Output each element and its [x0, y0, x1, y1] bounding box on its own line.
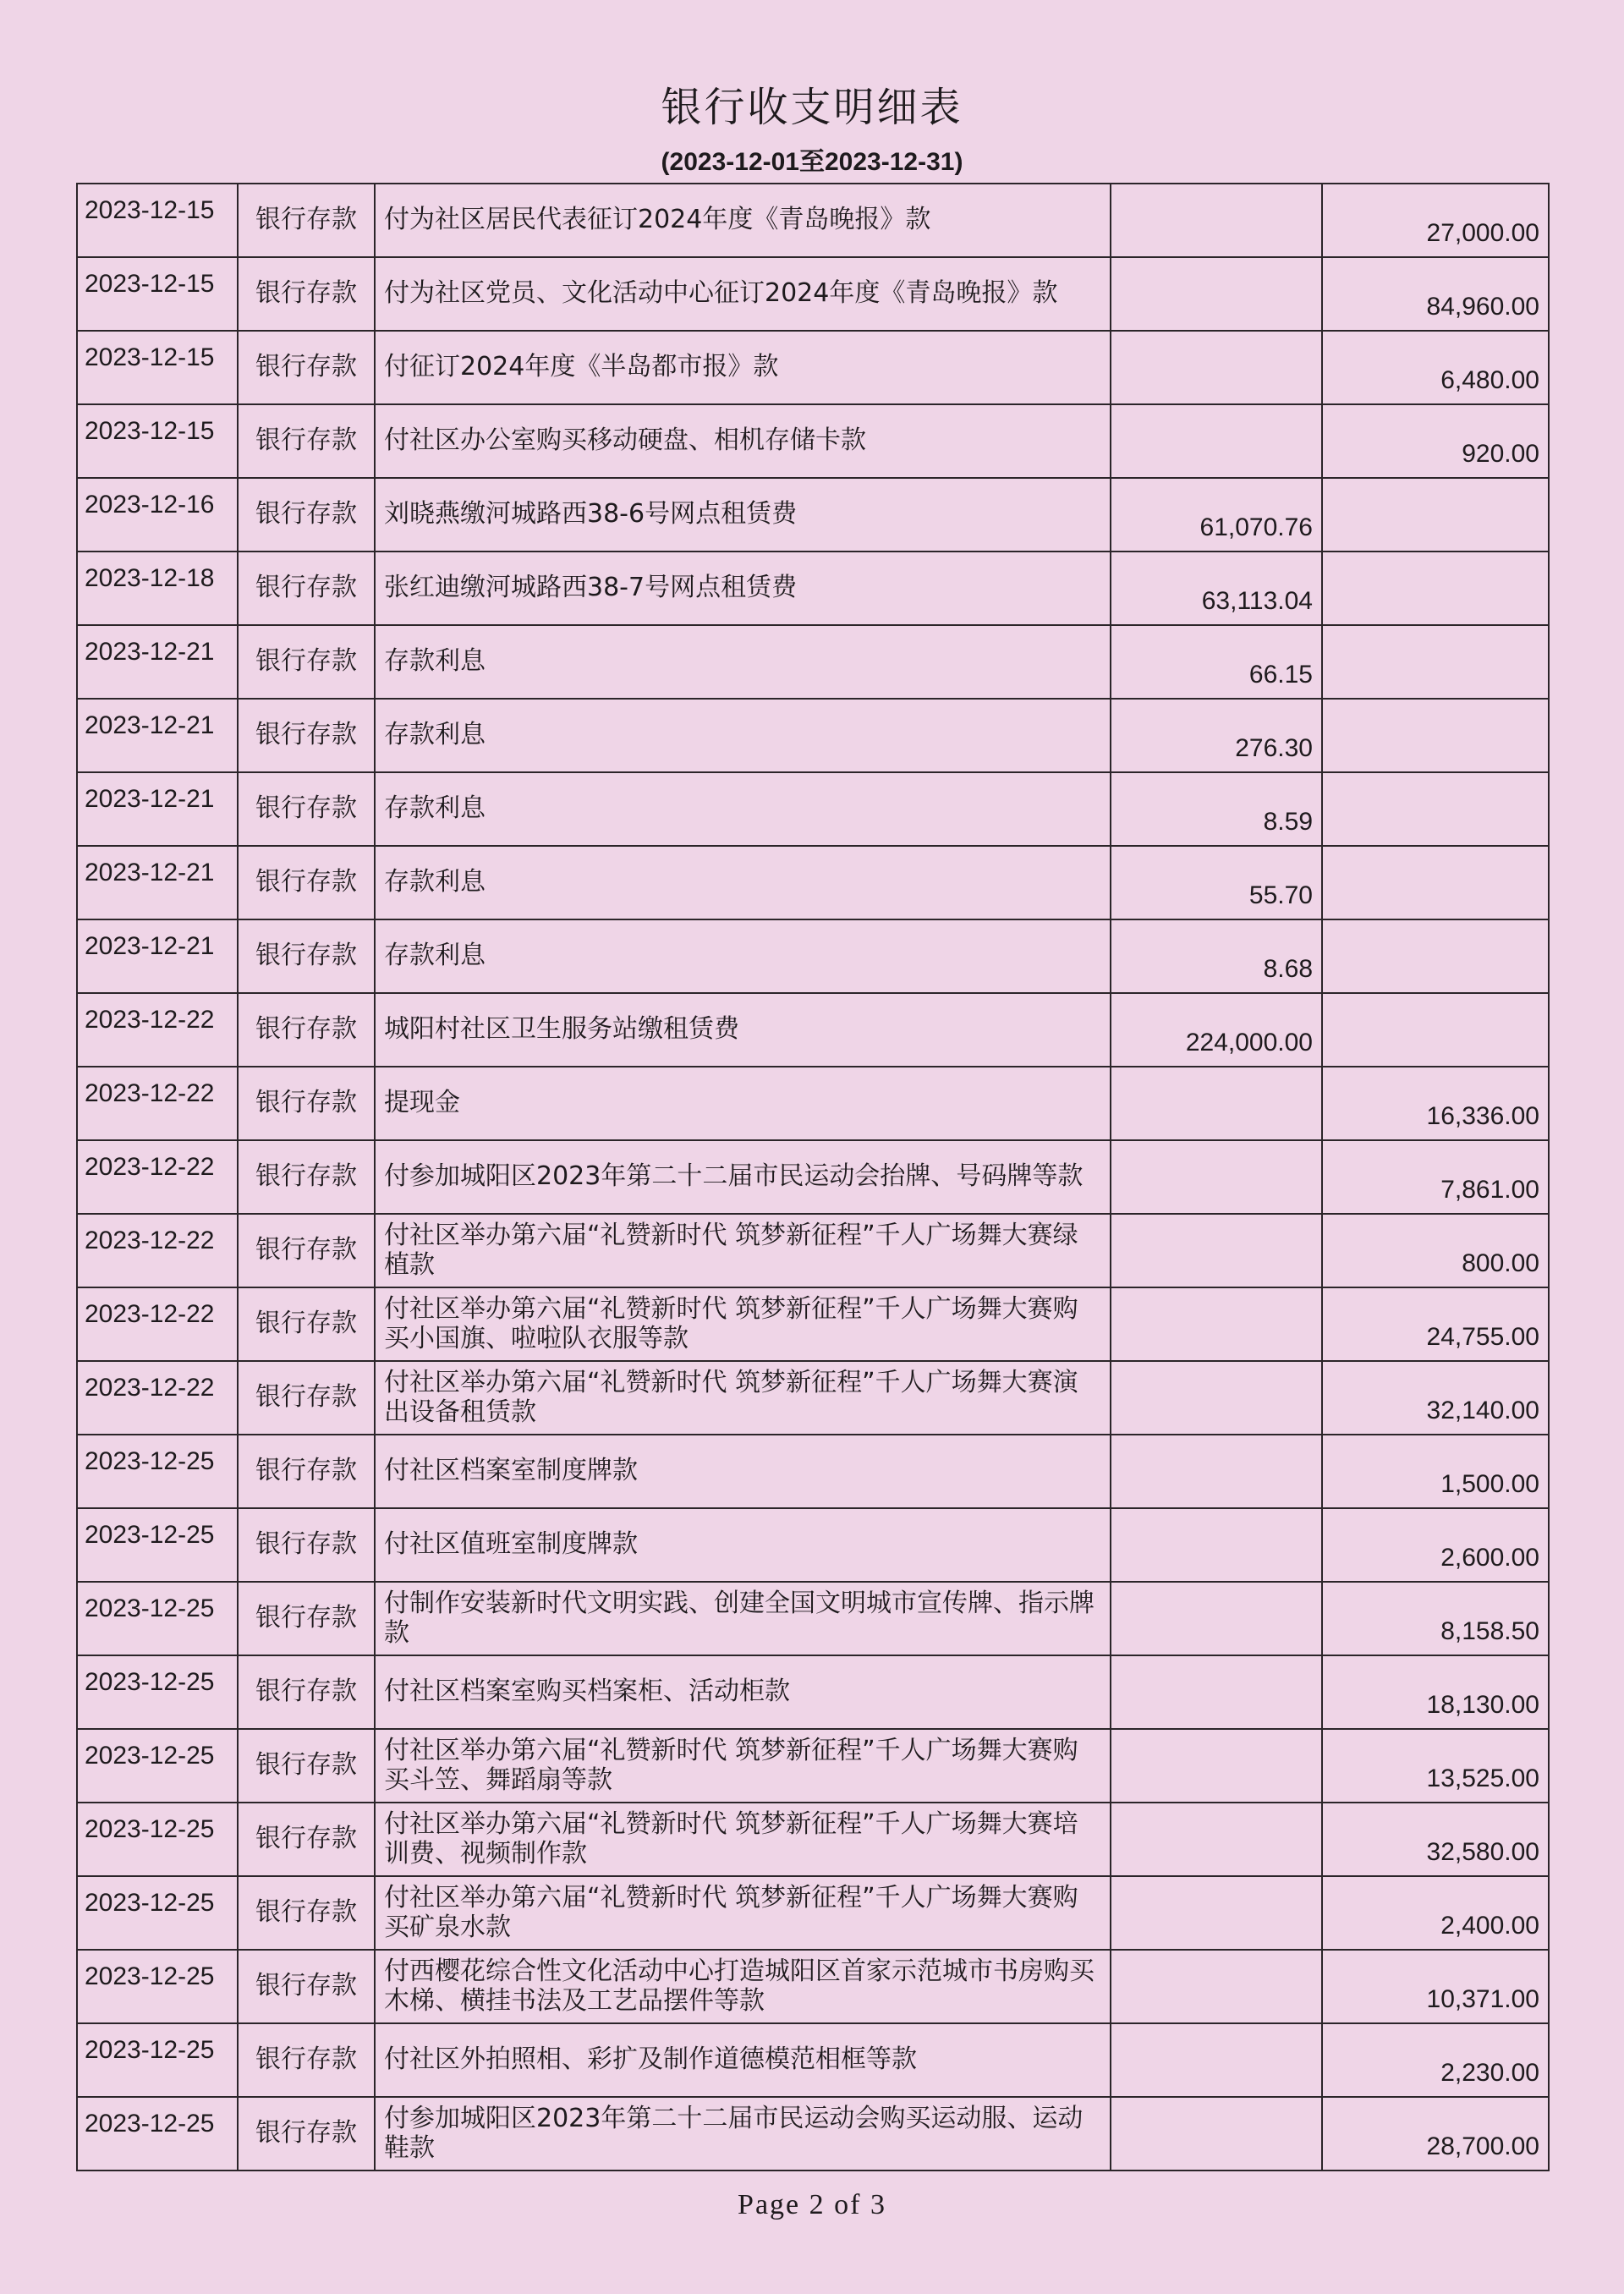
account-cell: 银行存款 [238, 846, 375, 919]
date-cell: 2023-12-21 [77, 699, 238, 772]
account-cell: 银行存款 [238, 1361, 375, 1435]
income-amount-cell: 61,070.76 [1111, 478, 1322, 552]
ledger-row [77, 625, 1549, 699]
ledger-row [77, 919, 1549, 993]
income-amount-cell [1111, 1950, 1322, 2023]
account-cell: 银行存款 [238, 2023, 375, 2097]
account-cell: 银行存款 [238, 1803, 375, 1876]
account-cell: 银行存款 [238, 1582, 375, 1655]
income-amount-cell: 224,000.00 [1111, 993, 1322, 1067]
expense-amount-cell [1322, 625, 1549, 699]
account-cell: 银行存款 [238, 331, 375, 404]
date-cell: 2023-12-22 [77, 1287, 238, 1361]
date-cell: 2023-12-25 [77, 1803, 238, 1876]
description-cell: 存款利息 [375, 846, 1111, 919]
expense-amount-cell: 18,130.00 [1322, 1655, 1549, 1729]
expense-amount-cell [1322, 993, 1549, 1067]
expense-amount-cell: 7,861.00 [1322, 1140, 1549, 1214]
ledger-body [77, 184, 1549, 2171]
document-title: 银行收支明细表 [661, 84, 963, 131]
account-cell: 银行存款 [238, 1508, 375, 1582]
income-amount-cell: 55.70 [1111, 846, 1322, 919]
income-amount-cell [1111, 1067, 1322, 1140]
ledger-row [77, 772, 1549, 846]
account-cell: 银行存款 [238, 1067, 375, 1140]
income-amount-cell [1111, 1435, 1322, 1508]
ledger-row [77, 552, 1549, 625]
account-cell: 银行存款 [238, 2097, 375, 2171]
date-cell: 2023-12-18 [77, 552, 238, 625]
income-amount-cell [1111, 1214, 1322, 1287]
ledger-row [77, 257, 1549, 331]
date-cell: 2023-12-22 [77, 1361, 238, 1435]
ledger-row [77, 1655, 1549, 1729]
ledger-row [77, 1287, 1549, 1361]
ledger-row [77, 1950, 1549, 2023]
income-amount-cell [1111, 1287, 1322, 1361]
income-amount-cell: 8.68 [1111, 919, 1322, 993]
expense-amount-cell [1322, 919, 1549, 993]
ledger-row [77, 1140, 1549, 1214]
expense-amount-cell: 13,525.00 [1322, 1729, 1549, 1803]
expense-amount-cell [1322, 552, 1549, 625]
document-period: (2023-12-01至2023-12-31) [661, 148, 963, 176]
expense-amount-cell: 2,400.00 [1322, 1876, 1549, 1950]
ledger-row [77, 993, 1549, 1067]
description-cell: 城阳村社区卫生服务站缴租赁费 [375, 993, 1111, 1067]
income-amount-cell: 276.30 [1111, 699, 1322, 772]
date-cell: 2023-12-25 [77, 1582, 238, 1655]
expense-amount-cell: 2,600.00 [1322, 1508, 1549, 1582]
date-cell: 2023-12-25 [77, 1876, 238, 1950]
income-amount-cell [1111, 1655, 1322, 1729]
income-amount-cell [1111, 404, 1322, 478]
date-cell: 2023-12-16 [77, 478, 238, 552]
description-cell: 张红迪缴河城路西38-7号网点租赁费 [375, 552, 1111, 625]
description-cell: 付为社区居民代表征订2024年度《青岛晚报》款 [375, 184, 1111, 257]
account-cell: 银行存款 [238, 1214, 375, 1287]
ledger-row [77, 1876, 1549, 1950]
description-cell: 付社区举办第六届“礼赞新时代 筑梦新征程”千人广场舞大赛购买小国旗、啦啦队衣服等款 [375, 1287, 1111, 1361]
ledger-row [77, 846, 1549, 919]
income-amount-cell [1111, 1876, 1322, 1950]
date-cell: 2023-12-25 [77, 1950, 238, 2023]
date-cell: 2023-12-25 [77, 2023, 238, 2097]
income-amount-cell: 63,113.04 [1111, 552, 1322, 625]
date-cell: 2023-12-25 [77, 1655, 238, 1729]
date-cell: 2023-12-15 [77, 331, 238, 404]
description-cell: 付社区举办第六届“礼赞新时代 筑梦新征程”千人广场舞大赛购买斗笠、舞蹈扇等款 [375, 1729, 1111, 1803]
description-cell: 存款利息 [375, 919, 1111, 993]
date-cell: 2023-12-15 [77, 404, 238, 478]
expense-amount-cell [1322, 772, 1549, 846]
income-amount-cell [1111, 2097, 1322, 2171]
ledger-row [77, 331, 1549, 404]
description-cell: 付社区档案室购买档案柜、活动柜款 [375, 1655, 1111, 1729]
expense-amount-cell: 920.00 [1322, 404, 1549, 478]
description-cell: 存款利息 [375, 772, 1111, 846]
account-cell: 银行存款 [238, 478, 375, 552]
description-cell: 付社区值班室制度牌款 [375, 1508, 1111, 1582]
account-cell: 银行存款 [238, 1876, 375, 1950]
description-cell: 付社区举办第六届“礼赞新时代 筑梦新征程”千人广场舞大赛培训费、视频制作款 [375, 1803, 1111, 1876]
expense-amount-cell: 16,336.00 [1322, 1067, 1549, 1140]
ledger-row [77, 2097, 1549, 2171]
date-cell: 2023-12-21 [77, 919, 238, 993]
expense-amount-cell: 24,755.00 [1322, 1287, 1549, 1361]
income-amount-cell [1111, 257, 1322, 331]
date-cell: 2023-12-25 [77, 1508, 238, 1582]
income-amount-cell [1111, 1140, 1322, 1214]
page-number: Page 2 of 3 [738, 2189, 886, 2220]
description-cell: 提现金 [375, 1067, 1111, 1140]
income-amount-cell [1111, 2023, 1322, 2097]
date-cell: 2023-12-21 [77, 846, 238, 919]
description-cell: 付为社区党员、文化活动中心征订2024年度《青岛晚报》款 [375, 257, 1111, 331]
date-cell: 2023-12-25 [77, 2097, 238, 2171]
ledger-row [77, 478, 1549, 552]
ledger-row [77, 1803, 1549, 1876]
expense-amount-cell: 84,960.00 [1322, 257, 1549, 331]
date-cell: 2023-12-25 [77, 1729, 238, 1803]
income-amount-cell [1111, 1582, 1322, 1655]
expense-amount-cell: 8,158.50 [1322, 1582, 1549, 1655]
description-cell: 付参加城阳区2023年第二十二届市民运动会抬牌、号码牌等款 [375, 1140, 1111, 1214]
income-amount-cell: 8.59 [1111, 772, 1322, 846]
ledger-table [76, 183, 1550, 2171]
account-cell: 银行存款 [238, 1729, 375, 1803]
date-cell: 2023-12-22 [77, 1214, 238, 1287]
ledger-row [77, 1067, 1549, 1140]
ledger-row [77, 1508, 1549, 1582]
expense-amount-cell: 28,700.00 [1322, 2097, 1549, 2171]
income-amount-cell [1111, 1361, 1322, 1435]
expense-amount-cell [1322, 846, 1549, 919]
account-cell: 银行存款 [238, 184, 375, 257]
description-cell: 付社区办公室购买移动硬盘、相机存储卡款 [375, 404, 1111, 478]
account-cell: 银行存款 [238, 1287, 375, 1361]
date-cell: 2023-12-22 [77, 1140, 238, 1214]
description-cell: 存款利息 [375, 625, 1111, 699]
account-cell: 银行存款 [238, 404, 375, 478]
ledger-row [77, 1582, 1549, 1655]
account-cell: 银行存款 [238, 625, 375, 699]
ledger-row [77, 699, 1549, 772]
description-cell: 付社区外拍照相、彩扩及制作道德模范相框等款 [375, 2023, 1111, 2097]
income-amount-cell [1111, 1508, 1322, 1582]
expense-amount-cell: 6,480.00 [1322, 331, 1549, 404]
expense-amount-cell [1322, 699, 1549, 772]
ledger-row [77, 404, 1549, 478]
account-cell: 银行存款 [238, 552, 375, 625]
ledger-row [77, 1214, 1549, 1287]
income-amount-cell: 66.15 [1111, 625, 1322, 699]
account-cell: 银行存款 [238, 1435, 375, 1508]
description-cell: 付参加城阳区2023年第二十二届市民运动会购买运动服、运动鞋款 [375, 2097, 1111, 2171]
account-cell: 银行存款 [238, 699, 375, 772]
expense-amount-cell: 2,230.00 [1322, 2023, 1549, 2097]
ledger-row [77, 1729, 1549, 1803]
income-amount-cell [1111, 331, 1322, 404]
expense-amount-cell: 32,140.00 [1322, 1361, 1549, 1435]
account-cell: 银行存款 [238, 1140, 375, 1214]
description-cell: 付西樱花综合性文化活动中心打造城阳区首家示范城市书房购买木梯、横挂书法及工艺品摆件等款 [375, 1950, 1111, 2023]
account-cell: 银行存款 [238, 993, 375, 1067]
income-amount-cell [1111, 1729, 1322, 1803]
ledger-row [77, 184, 1549, 257]
account-cell: 银行存款 [238, 772, 375, 846]
expense-amount-cell: 1,500.00 [1322, 1435, 1549, 1508]
description-cell: 付制作安装新时代文明实践、创建全国文明城市宣传牌、指示牌款 [375, 1582, 1111, 1655]
description-cell: 付社区档案室制度牌款 [375, 1435, 1111, 1508]
account-cell: 银行存款 [238, 257, 375, 331]
account-cell: 银行存款 [238, 919, 375, 993]
description-cell: 付社区举办第六届“礼赞新时代 筑梦新征程”千人广场舞大赛演出设备租赁款 [375, 1361, 1111, 1435]
description-cell: 付征订2024年度《半岛都市报》款 [375, 331, 1111, 404]
account-cell: 银行存款 [238, 1950, 375, 2023]
account-cell: 银行存款 [238, 1655, 375, 1729]
expense-amount-cell: 10,371.00 [1322, 1950, 1549, 2023]
date-cell: 2023-12-15 [77, 257, 238, 331]
description-cell: 刘晓燕缴河城路西38-6号网点租赁费 [375, 478, 1111, 552]
date-cell: 2023-12-15 [77, 184, 238, 257]
income-amount-cell [1111, 184, 1322, 257]
ledger-row [77, 1435, 1549, 1508]
expense-amount-cell: 800.00 [1322, 1214, 1549, 1287]
expense-amount-cell: 32,580.00 [1322, 1803, 1549, 1876]
date-cell: 2023-12-25 [77, 1435, 238, 1508]
date-cell: 2023-12-21 [77, 625, 238, 699]
ledger-row [77, 1361, 1549, 1435]
expense-amount-cell [1322, 478, 1549, 552]
date-cell: 2023-12-22 [77, 993, 238, 1067]
expense-amount-cell: 27,000.00 [1322, 184, 1549, 257]
description-cell: 付社区举办第六届“礼赞新时代 筑梦新征程”千人广场舞大赛绿植款 [375, 1214, 1111, 1287]
date-cell: 2023-12-22 [77, 1067, 238, 1140]
date-cell: 2023-12-21 [77, 772, 238, 846]
description-cell: 存款利息 [375, 699, 1111, 772]
income-amount-cell [1111, 1803, 1322, 1876]
description-cell: 付社区举办第六届“礼赞新时代 筑梦新征程”千人广场舞大赛购买矿泉水款 [375, 1876, 1111, 1950]
ledger-row [77, 2023, 1549, 2097]
